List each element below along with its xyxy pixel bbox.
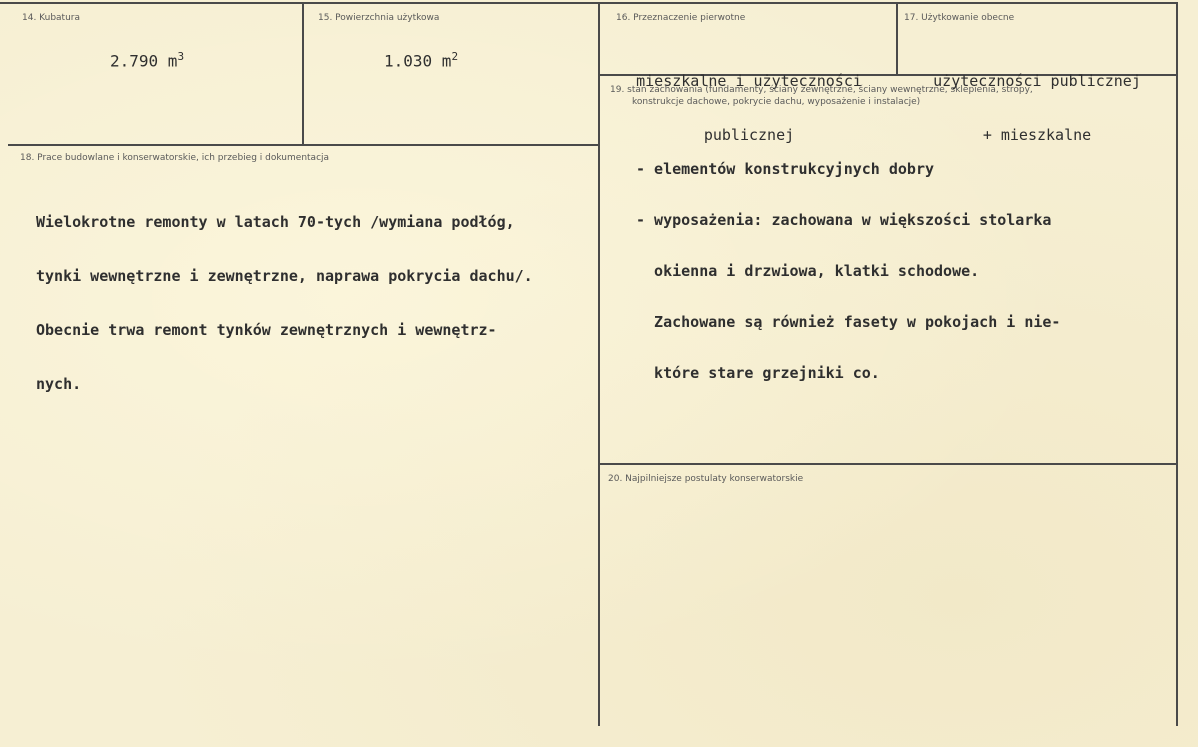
field-16-value: mieszkalne i użyteczności publicznej <box>636 72 862 144</box>
divider-19-20 <box>600 463 1178 465</box>
right-border <box>1176 4 1178 726</box>
field-17-label: 17. Użytkowanie obecne <box>904 13 1015 23</box>
field-18-text: Wielokrotne remonty w latach 70-tych /wymiana podłóg, tynki wewnętrzne i zewnętrzne, naprawa pokrycia dachu/. Obecnie trwa remont tynków zewnętrznych i wewnętrz- nych. <box>36 213 533 393</box>
divider-14-15 <box>302 4 304 146</box>
field-19-label: 19. stan zachowania (fundamenty, ściany zewnętrzne, ściany wewnętrzne, sklepienia, stropy, konstrukcje dachowe, pokrycie dachu, wyposażenie i instalacje) <box>610 85 1033 107</box>
field-15-label: 15. Powierzchnia użytkowa <box>318 13 440 23</box>
field-15-value: 1.030 $m^2$ <box>384 50 459 71</box>
field-17-value: użyteczności publicznej + mieszkalne <box>933 72 1141 144</box>
field-18-label: 18. Prace budowlane i konserwatorskie, ich przebieg i dokumentacja <box>20 153 330 163</box>
divider-center <box>598 4 600 726</box>
field-20-label: 20. Najpilniejsze postulaty konserwatorskie <box>608 474 804 484</box>
field-14-value: 2.790 $m^3$ <box>110 50 185 71</box>
field-16-label: 16. Przeznaczenie pierwotne <box>616 13 746 23</box>
top-border <box>0 2 1178 4</box>
field-14-label: 14. Kubatura <box>22 13 81 23</box>
divider-row1-left <box>8 144 600 146</box>
field-19-text: - elementów konstrukcyjnych dobry - wyposażenia: zachowana w większości stolarka okienna i drzwiowa, klatki schodowe. Zachowane są również fasety w pokojach i nie- które stare grzejniki co. <box>636 160 1061 382</box>
